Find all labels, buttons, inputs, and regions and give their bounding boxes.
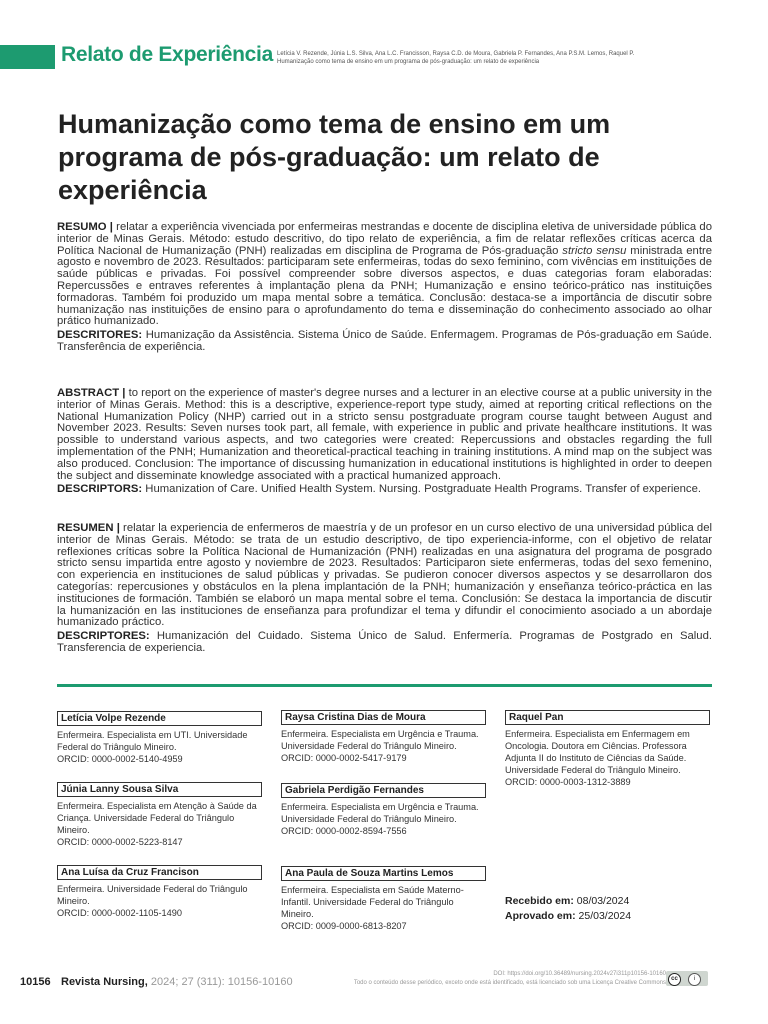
descriptors-text: Humanization of Care. Unified Health System. Nursing. Postgraduate Health Programs. Transfer of experience. (142, 483, 702, 496)
author-orcid[interactable]: ORCID: 0000-0002-5223-8147 (57, 837, 183, 847)
author-name: Júnia Lanny Sousa Silva (57, 782, 262, 797)
approved-date (505, 909, 631, 924)
running-header (277, 50, 747, 66)
received-label: Recebido em: (505, 895, 574, 907)
descriptors-label: DESCRIPTORS: (57, 483, 143, 496)
running-header-authors: Letícia V. Rezende, Júnia L.S. Silva, Ana L.C. Francisson, Raysa C.D. de Moura, Gabriela P. Fernandes, Ana P.S.M. Lemos, Raquel P. (277, 51, 635, 57)
author-name: Raquel Pan (505, 710, 710, 725)
submission-dates (505, 894, 631, 924)
section-label: Relato de Experiência (61, 43, 273, 66)
author-name: Ana Paula de Souza Martins Lemos (281, 866, 486, 881)
journal-citation (61, 976, 293, 988)
article-title: Humanização como tema de ensino em um programa de pós-graduação: um relato de experiência (58, 109, 611, 205)
author-orcid[interactable]: ORCID: 0000-0002-8594-7556 (281, 826, 407, 836)
journal-name: Revista Nursing, (61, 976, 148, 988)
author-bio: Enfermeira. Especialista em Urgência e Trauma. Universidade Federal do Triângulo Mineiro. (281, 729, 479, 751)
author-card (281, 783, 486, 837)
descriptors-text: Humanización del Cuidado. Sistema Único de Salud. Enfermería. Programas de Postgrado en Salud. Transferencia de experiencia. (57, 630, 712, 654)
page-number: 10156 (20, 976, 51, 988)
doi-link[interactable]: DOI: https://doi.org/10.36489/nursing.2024v27i311p10156-10160 (493, 971, 666, 977)
author-orcid[interactable]: ORCID: 0000-0003-1312-3889 (505, 777, 631, 787)
running-header-title: Humanização como tema de ensino em um programa de pós-graduação: um relato de experiência (277, 59, 540, 65)
cc-icon: cc (668, 973, 681, 986)
descriptors-label: DESCRIPTORES: (57, 630, 150, 643)
attribution-icon: i (688, 973, 701, 986)
author-orcid[interactable]: ORCID: 0009-0000-6813-8207 (281, 921, 407, 931)
author-name: Raysa Cristina Dias de Moura (281, 710, 486, 725)
abstract-portuguese (57, 222, 712, 354)
abstract-label: ABSTRACT | (57, 387, 126, 399)
author-bio: Enfermeira. Especialista em Enfermagem em Oncologia. Doutora em Ciências. Professora Adjunta II do Instituto de Ciências da Saúde. Universidade Federal do Triângulo Mineiro. (505, 729, 690, 775)
abstract-body (57, 222, 712, 328)
received-date (505, 894, 631, 909)
abstract-text: to report on the experience of master's degree nurses and a lecturer in an elective course at a public university in the interior of Minas Gerais. Method: this is a descriptive, experience-report type study, aimed at reporting critical reflections on the National Humanization Policy (NHP) carried out in a stricto sensu postgraduate program course taught between August and November 2023. Results: Seven nurses took part, all female, with experience in public and private healthcare institutions. It was possible to understand various aspects, and two categories were created: Repercussions and obstacles regarding the full implementation of the PNH; Humanization and theoretical-practical teaching in training institutions. A mind map on the subject was also produced. Conclusion: The importance of discussing humanization in educational institutions is highlighted in order to deepen the subject and disseminate knowledge associated with a practical humanized approach. (57, 387, 712, 482)
author-name: Gabriela Perdigão Fernandes (281, 783, 486, 798)
author-bio: Enfermeira. Especialista em Saúde Materno-Infantil. Universidade Federal do Triângulo Mineiro. (281, 885, 464, 919)
abstract-text-italic: stricto sensu (562, 244, 627, 257)
abstract-label: RESUMEN | (57, 522, 120, 534)
journal-info: 2024; 27 (311): 10156-10160 (147, 976, 293, 988)
author-bio: Enfermeira. Especialista em UTI. Universidade Federal do Triângulo Mineiro. (57, 730, 248, 752)
author-orcid[interactable]: ORCID: 0000-0002-5140-4959 (57, 754, 183, 764)
author-card (57, 782, 262, 848)
descriptors-label: DESCRITORES: (57, 329, 143, 342)
section-divider (57, 684, 712, 687)
author-card (505, 710, 710, 788)
descriptors-text: Humanização da Assistência. Sistema Único de Saúde. Enfermagem. Programas de Pós-graduação em Saúde. Transferência de experiência. (57, 329, 712, 353)
abstract-spanish (57, 523, 712, 655)
abstract-text-part: relatar a experiência vivenciada por enfermeiras mestrandas e docente de disciplina eletiva de universidade pública do interior de Minas Gerais. Método: estudo descritivo, do tipo relato de experiência, a fim de relatar reflexões críticas acerca da Política Nacional de Humanização (PNH) realizadas em disciplina de Programa de Pós-graduação (57, 221, 712, 257)
author-bio: Enfermeira. Universidade Federal do Triângulo Mineiro. (57, 884, 248, 906)
abstract-text: relatar la experiencia de enfermeros de maestría y de un profesor en un curso electivo de una universidad pública del interior de Minas Gerais. Método: se trata de un estudio descriptivo, de tipo experiencia-informe, con el objetivo de relatar reflexiones críticas sobre la Política Nacional de Humanización (PNH) realizadas en una asignatura del programa de posgrado stricto sensu impartida entre agosto y noviembre de 2023. Resultados: Participaron siete enfermeras, todas del sexo femenino, con experiencia en instituciones de salud públicas y privadas. Se pudieron conocer diversos aspectos y se desarrollaron dos categorías: repercusiones y obstáculos en la plena implantación de la PNH; humanización y enseñanza teórico-práctica en las instituciones de formación. También se elaboró un mapa mental sobre el tema. Conclusión: Se destaca la importancia de discutir la humanización en las instituciones de enseñanza para profundizar el tema y difundir el conocimiento asociado a un abordaje humanizado práctico. (57, 522, 712, 629)
author-name: Ana Luísa da Cruz Francison (57, 865, 262, 880)
doi-block (300, 970, 666, 988)
author-orcid[interactable]: ORCID: 0000-0002-1105-1490 (57, 908, 182, 918)
author-orcid[interactable]: ORCID: 0000-0002-5417-9179 (281, 753, 407, 763)
abstract-english (57, 388, 712, 496)
author-card (281, 710, 486, 764)
descriptors (57, 330, 712, 354)
license-text: Todo o conteúdo desse periódico, exceto onde está identificado, está licenciado sob uma Licença Creative Commons (353, 980, 666, 986)
author-card (281, 866, 486, 932)
section-color-bar (0, 45, 55, 69)
author-card (57, 865, 262, 919)
approved-label: Aprovado em: (505, 910, 576, 922)
author-name: Letícia Volpe Rezende (57, 711, 262, 726)
creative-commons-badge[interactable] (666, 971, 708, 986)
received-value: 08/03/2024 (573, 895, 630, 907)
author-bio: Enfermeira. Especialista em Atenção à Saúde da Criança. Universidade Federal do Triângulo Mineiro. (57, 801, 257, 835)
abstract-body (57, 388, 712, 482)
abstract-body (57, 523, 712, 629)
abstract-text-part: ministrada entre agosto e novembro de 2023. Resultados: participaram sete enfermeiras, todas do sexo feminino, com vivências em instituições de saúde públicas e privadas. Foi possível compreender sobre diversos aspectos, e duas categorias foram elaboradas: Repercussões e entraves referentes à implantação plena da PNH; Humanização e ensino teórico-prático nas instituições formadoras. Também foi produzido um mapa mental sobre a temática. Conclusão: destaca-se a importância de discutir sobre humanização nas instituições de ensino para o aprofundamento do tema e disseminação do conhecimento associado ao olhar prático humanizado. (57, 244, 713, 328)
author-bio: Enfermeira. Especialista em Urgência e Trauma. Universidade Federal do Triângulo Mineiro. (281, 802, 479, 824)
descriptors (57, 631, 712, 655)
abstract-label: RESUMO | (57, 221, 113, 233)
descriptors (57, 484, 712, 496)
approved-value: 25/03/2024 (575, 910, 632, 922)
author-card (57, 711, 262, 765)
